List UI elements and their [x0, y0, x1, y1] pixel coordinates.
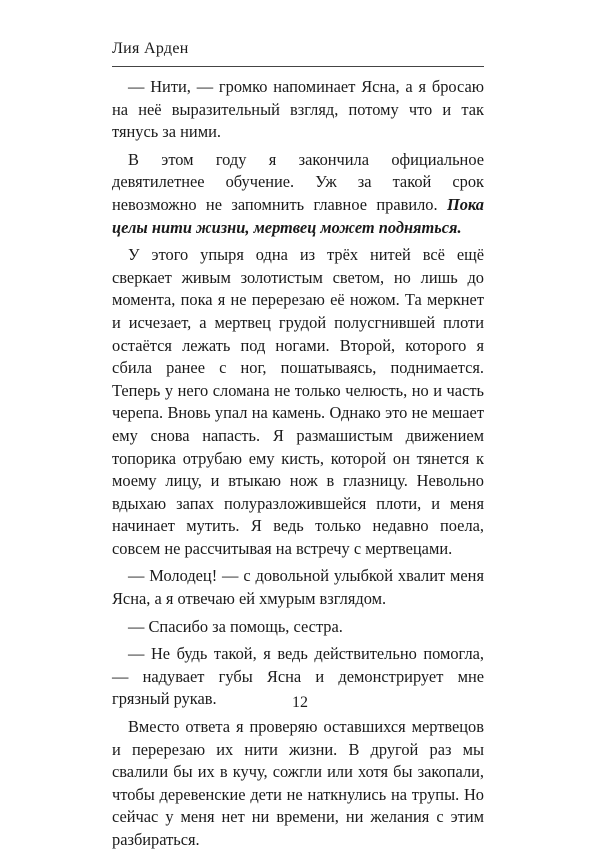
emphasized-rule: Пока целы нити жизни, мертвец может подняться. — [112, 194, 484, 237]
paragraph: Вместо ответа я проверяю оставшихся мертвецов и перерезаю их нити жизни. В другой раз мы свалили бы их в кучу, сожгли или хотя бы закопали, чтобы деревенские дети не наткнулись на трупы. Но сейчас у меня нет ни времени, ни желания с этим разбираться. — [112, 717, 484, 849]
paragraph: — Молодец! — с довольной улыбкой хвалит меня Ясна, а я отвечаю ей хмурым взглядом. — [112, 566, 484, 609]
paragraph: — Не будь такой, я ведь действительно помогла, — надувает губы Ясна и демонстрирует мне грязный рукав. — [112, 644, 484, 709]
page-number: 12 — [292, 694, 308, 711]
body-text — [112, 76, 484, 852]
header-rule — [112, 66, 484, 67]
paragraph: У этого упыря одна из трёх нитей всё ещё сверкает живым золотистым светом, но лишь до момента, пока я не перерезаю её ножом. Та меркнет и исчезает, а мертвец грудой полусгнившей плоти остаётся лежать под ногами. Второй, которого я сбила ранее с ног, пошатываясь, поднимается. Теперь у него сломана не только челюсть, но и часть черепа. Вновь упал на камень. Однако это не мешает ему снова напасть. Я размашистым движением топорика отрубаю ему кисть, которой он тянется к моему лицу, и втыкаю нож в глазницу. Невольно вдыхаю запах полуразложившейся плоти, и меня начинает мутить. Я ведь только недавно поела, совсем не рассчитывая на встречу с мертвецами. — [112, 245, 484, 558]
paragraph: — Спасибо за помощь, сестра. — [128, 616, 343, 636]
running-head-author: Лия Арден — [112, 40, 189, 57]
paragraph: — Нити, — громко напоминает Ясна, а я бросаю на неё выразительный взгляд, потому что и так тянусь за ними. — [112, 77, 484, 142]
paragraph: В этом году я закончила официальное девятилетнее обучение. Уж за такой срок невозможно не запомнить главное правило. Пока целы нити жизни, мертвец может подняться. — [112, 149, 484, 237]
